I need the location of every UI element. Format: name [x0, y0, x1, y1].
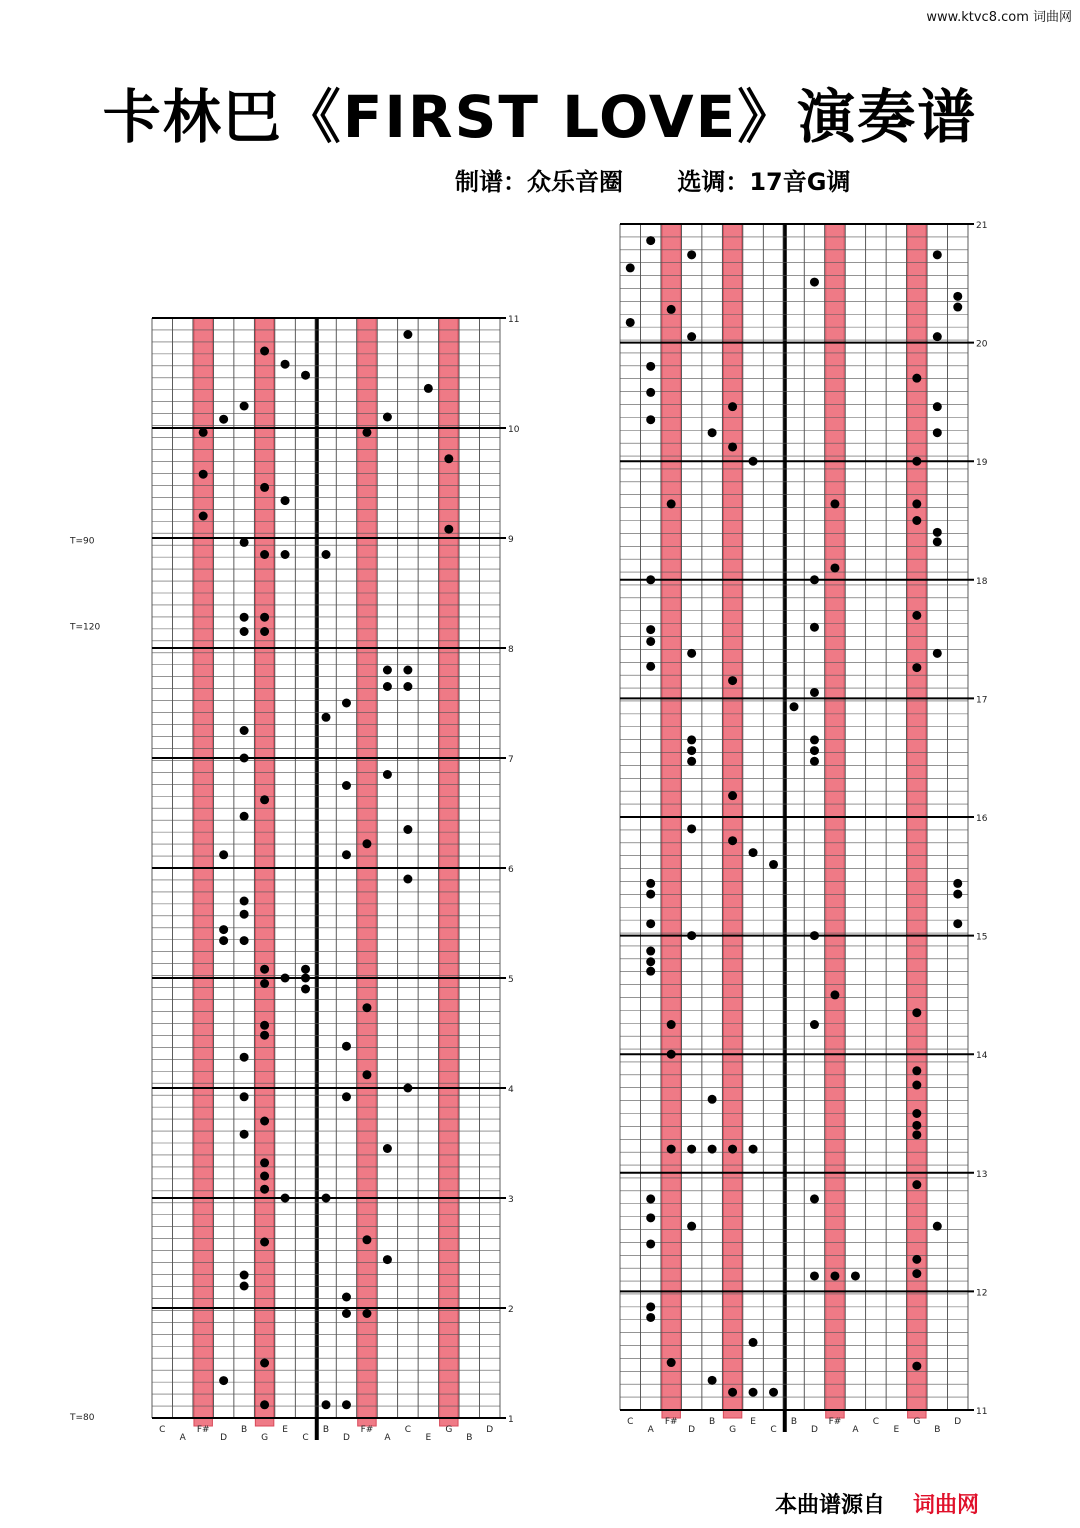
right-staff: [620, 221, 988, 1435]
note-dot: [646, 625, 655, 634]
note-dot: [403, 875, 412, 884]
note-dot: [646, 879, 655, 888]
note-dot: [749, 1388, 758, 1397]
note-dot: [953, 303, 962, 312]
note-dot: [260, 1359, 269, 1368]
key-label: F#: [360, 1425, 374, 1435]
key-label: D: [343, 1433, 350, 1443]
footer-source: 本曲谱源自: [775, 1493, 886, 1518]
note-dot: [281, 1194, 290, 1203]
key-label: B: [466, 1433, 473, 1443]
note-dot: [260, 1185, 269, 1194]
note-dot: [769, 860, 778, 869]
note-dot: [403, 825, 412, 834]
note-dot: [933, 528, 942, 537]
note-dot: [933, 250, 942, 259]
note-dot: [810, 688, 819, 697]
note-dot: [933, 402, 942, 411]
note-dot: [728, 1145, 737, 1154]
note-dot: [342, 1092, 351, 1101]
note-dot: [912, 516, 921, 525]
key-label: C: [159, 1425, 166, 1435]
measure-number: 8: [508, 645, 514, 655]
note-dot: [933, 428, 942, 437]
note-dot: [260, 1021, 269, 1030]
note-dot: [687, 649, 696, 658]
key-label: A: [852, 1425, 859, 1435]
note-dot: [342, 1293, 351, 1302]
measure-number: 13: [976, 1169, 988, 1180]
left-staff: [69, 315, 520, 1443]
note-dot: [322, 550, 331, 559]
note-dot: [728, 402, 737, 411]
note-dot: [301, 965, 310, 974]
note-dot: [953, 292, 962, 301]
note-dot: [749, 848, 758, 857]
key-label: E: [425, 1433, 432, 1443]
note-dot: [362, 1003, 371, 1012]
note-dot: [342, 699, 351, 708]
note-dot: [240, 1130, 249, 1139]
note-dot: [830, 499, 839, 508]
note-dot: [912, 1362, 921, 1371]
note-dot: [646, 947, 655, 956]
note-dot: [728, 1388, 737, 1397]
note-dot: [260, 1158, 269, 1167]
note-dot: [749, 1338, 758, 1347]
note-dot: [301, 974, 310, 983]
note-dot: [260, 627, 269, 636]
note-dot: [219, 1376, 228, 1385]
key-label: G: [261, 1433, 269, 1443]
note-dot: [322, 1400, 331, 1409]
note-dot: [810, 746, 819, 755]
maker-label: 制谱：众乐音圈: [455, 168, 623, 196]
note-dot: [810, 1271, 819, 1280]
note-dot: [687, 824, 696, 833]
measure-number: 1: [508, 1415, 514, 1425]
note-dot: [240, 402, 249, 411]
note-dot: [240, 538, 249, 547]
note-dot: [810, 931, 819, 940]
note-dot: [281, 496, 290, 505]
note-dot: [260, 979, 269, 988]
key-label: B: [322, 1425, 330, 1435]
note-dot: [260, 550, 269, 559]
measure-number: 19: [976, 458, 988, 469]
key-label: F#: [196, 1425, 210, 1435]
note-dot: [383, 666, 392, 675]
note-dot: [912, 1081, 921, 1090]
tempo-label: T=120: [70, 622, 101, 633]
site-link[interactable]: www.ktvc8.com 词曲网: [926, 10, 1072, 25]
note-dot: [646, 919, 655, 928]
note-dot: [424, 384, 433, 393]
note-dot: [646, 236, 655, 245]
note-dot: [240, 1271, 249, 1280]
note-dot: [810, 623, 819, 632]
measure-number: 16: [976, 814, 988, 824]
note-dot: [912, 1269, 921, 1278]
key-label: D: [486, 1425, 494, 1435]
note-dot: [383, 770, 392, 779]
note-dot: [219, 415, 228, 424]
note-dot: [626, 263, 635, 272]
note-dot: [240, 897, 249, 906]
note-dot: [362, 428, 371, 437]
note-dot: [403, 1084, 412, 1093]
note-dot: [322, 713, 331, 722]
note-dot: [687, 746, 696, 755]
note-dot: [342, 781, 351, 790]
key-label: G: [445, 1425, 453, 1435]
note-dot: [240, 1092, 249, 1101]
note-dot: [912, 1180, 921, 1189]
key-label: F#: [664, 1417, 678, 1427]
note-dot: [667, 1020, 676, 1029]
note-dot: [240, 1053, 249, 1062]
note-dot: [933, 537, 942, 546]
key-label: C: [404, 1425, 412, 1435]
note-dot: [790, 702, 799, 711]
measure-number: 17: [976, 695, 988, 706]
note-dot: [240, 910, 249, 919]
note-dot: [260, 965, 269, 974]
note-dot: [912, 663, 921, 672]
note-dot: [810, 278, 819, 287]
note-dot: [912, 1066, 921, 1075]
note-dot: [667, 499, 676, 508]
note-dot: [301, 985, 310, 994]
key-label: D: [954, 1417, 962, 1427]
note-dot: [687, 332, 696, 341]
note-dot: [383, 413, 392, 422]
note-dot: [260, 613, 269, 622]
note-dot: [646, 890, 655, 899]
footer-site[interactable]: 词曲网: [913, 1493, 980, 1518]
note-dot: [912, 374, 921, 383]
key-label: B: [241, 1425, 248, 1435]
tempo-label: T=80: [70, 1413, 95, 1423]
key-label: G: [913, 1417, 921, 1427]
note-dot: [667, 1050, 676, 1059]
key-label: C: [770, 1425, 777, 1435]
note-dot: [362, 1070, 371, 1079]
key-label: 选调：17音G调: [677, 168, 851, 196]
note-dot: [240, 936, 249, 945]
note-dot: [728, 676, 737, 685]
note-dot: [646, 575, 655, 584]
note-dot: [362, 1309, 371, 1318]
note-dot: [260, 1031, 269, 1040]
note-dot: [646, 1194, 655, 1203]
note-dot: [342, 1042, 351, 1051]
note-dot: [687, 735, 696, 744]
note-dot: [687, 250, 696, 259]
key-label: E: [750, 1417, 756, 1427]
note-dot: [260, 1400, 269, 1409]
note-dot: [708, 1376, 717, 1385]
note-dot: [912, 1130, 921, 1139]
highlight-column: [662, 224, 680, 1418]
note-dot: [830, 1271, 839, 1280]
note-dot: [687, 757, 696, 766]
note-dot: [219, 850, 228, 859]
note-dot: [444, 454, 453, 463]
note-dot: [708, 1095, 717, 1104]
note-dot: [281, 974, 290, 983]
note-dot: [646, 1213, 655, 1222]
key-label: C: [627, 1417, 634, 1427]
measure-number: 21: [976, 221, 988, 231]
note-dot: [810, 1020, 819, 1029]
highlight-column: [826, 224, 844, 1418]
note-dot: [362, 1235, 371, 1244]
note-dot: [281, 550, 290, 559]
note-dot: [749, 1145, 758, 1154]
measure-number: 5: [508, 975, 514, 985]
highlight-column: [908, 224, 926, 1418]
note-dot: [953, 890, 962, 899]
note-dot: [342, 1309, 351, 1318]
measure-number: 14: [976, 1051, 988, 1062]
measure-number: 10: [508, 425, 520, 435]
note-dot: [912, 1109, 921, 1118]
note-dot: [403, 666, 412, 675]
note-dot: [219, 925, 228, 934]
key-label: C: [302, 1433, 309, 1443]
measure-number: 7: [508, 755, 514, 765]
note-dot: [728, 442, 737, 451]
note-dot: [342, 850, 351, 859]
key-label: B: [709, 1417, 716, 1427]
note-dot: [687, 1222, 696, 1231]
footer: [775, 1488, 979, 1519]
note-dot: [260, 1172, 269, 1181]
key-label: E: [893, 1425, 900, 1435]
note-dot: [646, 415, 655, 424]
note-dot: [912, 457, 921, 466]
note-dot: [830, 990, 839, 999]
key-label: B: [934, 1425, 941, 1435]
note-dot: [646, 388, 655, 397]
measure-number: 3: [508, 1195, 514, 1205]
note-dot: [281, 360, 290, 369]
note-dot: [728, 836, 737, 845]
note-dot: [810, 575, 819, 584]
note-dot: [260, 347, 269, 356]
measure-number: 15: [976, 932, 988, 943]
key-label: A: [384, 1433, 391, 1443]
key-label: A: [179, 1433, 186, 1443]
note-dot: [240, 627, 249, 636]
measure-number: 6: [508, 865, 514, 875]
note-dot: [912, 1255, 921, 1264]
highlight-column: [440, 318, 458, 1426]
note-dot: [383, 1144, 392, 1153]
measure-number: 9: [508, 535, 514, 545]
note-dot: [383, 682, 392, 691]
measure-number: 12: [976, 1288, 988, 1299]
note-dot: [240, 754, 249, 763]
note-dot: [933, 332, 942, 341]
note-dot: [362, 839, 371, 848]
note-dot: [749, 457, 758, 466]
note-dot: [687, 1145, 696, 1154]
measure-number: 11: [508, 315, 520, 325]
note-dot: [953, 919, 962, 928]
note-dot: [240, 726, 249, 735]
note-dot: [646, 1313, 655, 1322]
note-dot: [260, 483, 269, 492]
key-label: G: [729, 1425, 737, 1435]
key-label: F#: [828, 1417, 842, 1427]
note-dot: [322, 1194, 331, 1203]
note-dot: [912, 1008, 921, 1017]
measure-number: 18: [976, 576, 988, 587]
note-dot: [626, 318, 635, 327]
key-label: D: [811, 1425, 818, 1435]
note-dot: [260, 1238, 269, 1247]
note-dot: [646, 637, 655, 646]
note-dot: [646, 662, 655, 671]
measure-number: 2: [508, 1305, 514, 1315]
note-dot: [240, 1282, 249, 1291]
note-dot: [708, 428, 717, 437]
note-dot: [912, 1121, 921, 1130]
key-label: C: [872, 1417, 880, 1427]
highlight-column: [194, 318, 212, 1426]
note-dot: [810, 757, 819, 766]
key-label: E: [282, 1425, 288, 1435]
note-dot: [219, 936, 228, 945]
note-dot: [240, 812, 249, 821]
note-dot: [646, 967, 655, 976]
measure-number: 20: [976, 339, 988, 350]
note-dot: [199, 470, 208, 479]
key-label: A: [647, 1425, 654, 1435]
note-dot: [810, 735, 819, 744]
note-dot: [403, 330, 412, 339]
note-dot: [953, 879, 962, 888]
measure-number: 11: [976, 1407, 988, 1417]
note-dot: [260, 1117, 269, 1126]
note-dot: [260, 795, 269, 804]
note-dot: [851, 1271, 860, 1280]
note-dot: [769, 1388, 778, 1397]
note-dot: [667, 1145, 676, 1154]
note-dot: [403, 682, 412, 691]
note-dot: [728, 791, 737, 800]
note-dot: [830, 563, 839, 572]
note-dot: [687, 931, 696, 940]
note-dot: [444, 525, 453, 534]
note-dot: [646, 362, 655, 371]
note-dot: [646, 1239, 655, 1248]
note-dot: [912, 611, 921, 620]
note-dot: [810, 1194, 819, 1203]
key-label: B: [790, 1417, 798, 1427]
page-title: 卡林巴《FIRST LOVE》演奏谱: [102, 83, 978, 151]
note-dot: [240, 613, 249, 622]
note-dot: [199, 512, 208, 521]
note-dot: [933, 649, 942, 658]
highlight-column: [358, 318, 376, 1426]
note-dot: [646, 1302, 655, 1311]
note-dot: [912, 499, 921, 508]
note-dot: [933, 1222, 942, 1231]
measure-number: 4: [508, 1085, 514, 1095]
key-label: D: [220, 1433, 228, 1443]
key-label: D: [688, 1425, 696, 1435]
note-dot: [708, 1145, 717, 1154]
note-dot: [667, 1358, 676, 1367]
note-dot: [342, 1400, 351, 1409]
note-dot: [383, 1255, 392, 1264]
note-dot: [301, 371, 310, 380]
tempo-label: T=90: [70, 536, 95, 547]
note-dot: [667, 305, 676, 314]
note-dot: [646, 957, 655, 966]
note-dot: [199, 428, 208, 437]
